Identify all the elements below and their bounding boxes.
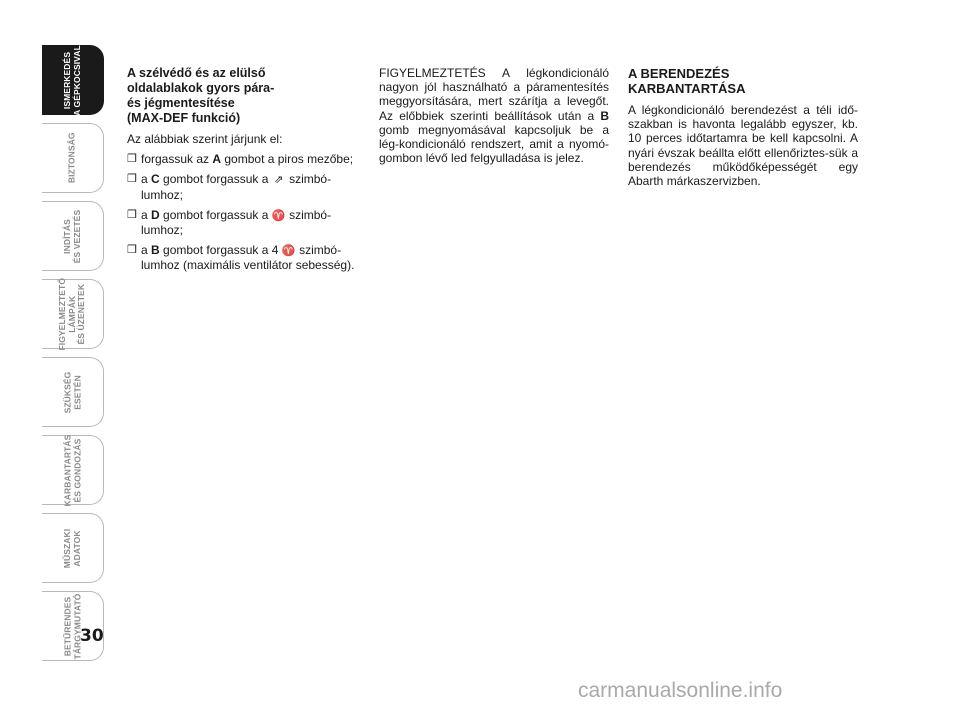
text: gombot forgassuk a 4 — [159, 243, 282, 258]
windshield-defrost-icon: ⇗ — [274, 174, 284, 187]
checkbox-bullet-icon: ❒ — [127, 244, 137, 257]
section-heading: A BERENDEZÉS KARBANTARTÁSA — [628, 66, 746, 96]
fan-icon: ♈ — [271, 209, 286, 222]
tab-label: FIGYELMEZTETŐ LÁMPÁK ÉS ÜZENETEK — [57, 277, 87, 351]
key-letter: D — [151, 207, 160, 222]
fan-icon: ♈ — [281, 245, 296, 258]
text: a — [141, 172, 152, 187]
page-number: 30 — [80, 626, 104, 646]
column-max-def — [127, 66, 359, 279]
watermark-text: carmanualsonline.info — [578, 679, 783, 702]
key-letter: C — [151, 172, 160, 187]
tab-muszaki[interactable] — [42, 513, 104, 583]
text: szimbó- lumhoz (maximális ventilátor sebesség). — [141, 243, 355, 273]
tab-biztonsag[interactable] — [42, 123, 104, 193]
text: gomb megnyomásával kapcsoljuk be a lég-kondicionáló rendszert, amit a nyomó-gombon lévő led felgyulladása is jelez. — [379, 122, 609, 166]
text: forgassuk az — [141, 152, 213, 167]
key-letter: B — [151, 243, 160, 258]
tab-label: INDÍTÁS ÉS VEZETÉS — [62, 209, 82, 263]
text: szimbó- lumhoz; — [141, 172, 332, 202]
list-item — [127, 172, 359, 201]
list-item — [127, 152, 359, 166]
tab-label: MŰSZAKI ADATOK — [61, 528, 82, 568]
tab-szukseg[interactable] — [42, 357, 104, 427]
list-item — [127, 208, 359, 237]
tab-label: ISMERKEDÉS A GÉPKOCSIVAL — [62, 44, 82, 116]
text: gombot forgassuk a — [159, 172, 272, 187]
list-item — [127, 243, 359, 272]
key-letter: B — [600, 108, 609, 123]
tab-label: KARBANTARTÁS ÉS GONDOZÁS — [62, 434, 82, 506]
text: a — [141, 207, 152, 222]
warning-paragraph — [379, 66, 609, 165]
tab-ismerkedes[interactable] — [42, 45, 104, 115]
checkbox-bullet-icon: ❒ — [127, 173, 137, 186]
text: szimbó- lumhoz; — [141, 207, 332, 238]
checkbox-bullet-icon: ❒ — [127, 153, 137, 166]
text: a — [141, 243, 152, 258]
key-letter: A — [212, 152, 222, 167]
tab-figyelmezteto[interactable] — [42, 279, 104, 349]
warning-column — [379, 66, 609, 171]
tab-label: BETŰRENDES TÁRGYMUTATÓ — [62, 593, 82, 659]
tab-label: SZÜKSÉG ESETÉN — [61, 371, 82, 413]
maintenance-paragraph: A légkondicionáló berendezést a téli idő-szakban is havonta legalább egyszer, kb. 10 perces időtartamra be kell kapcsolni. A nyári évszak beállta előtt ellenőriztes-sük a berendezés működőképességét egy Abarth márkaszervizben. — [628, 103, 858, 189]
checkbox-bullet-icon: ❒ — [127, 208, 137, 221]
intro-text: Az alábbiak szerint járjunk el: — [127, 132, 283, 146]
maintenance-column — [628, 66, 858, 194]
text: gombot forgassuk a — [159, 207, 272, 222]
section-heading: A szélvédő és az elülső oldalablakok gyors pára- és jégmentesítése (MAX-DEF funkció) — [127, 66, 275, 125]
text: FIGYELMEZTETÉS A légkondicionáló nagyon jól használható a páramentesítés meggyorsítására, mert szárítja a levegőt. Az előbbiek szerinti beállítások után a — [379, 66, 609, 123]
tab-inditas[interactable] — [42, 201, 104, 271]
tab-label: BIZTONSÁG — [66, 132, 77, 184]
tab-karbantartas[interactable] — [42, 435, 104, 505]
text: gombot a piros mezőbe; — [221, 152, 354, 167]
